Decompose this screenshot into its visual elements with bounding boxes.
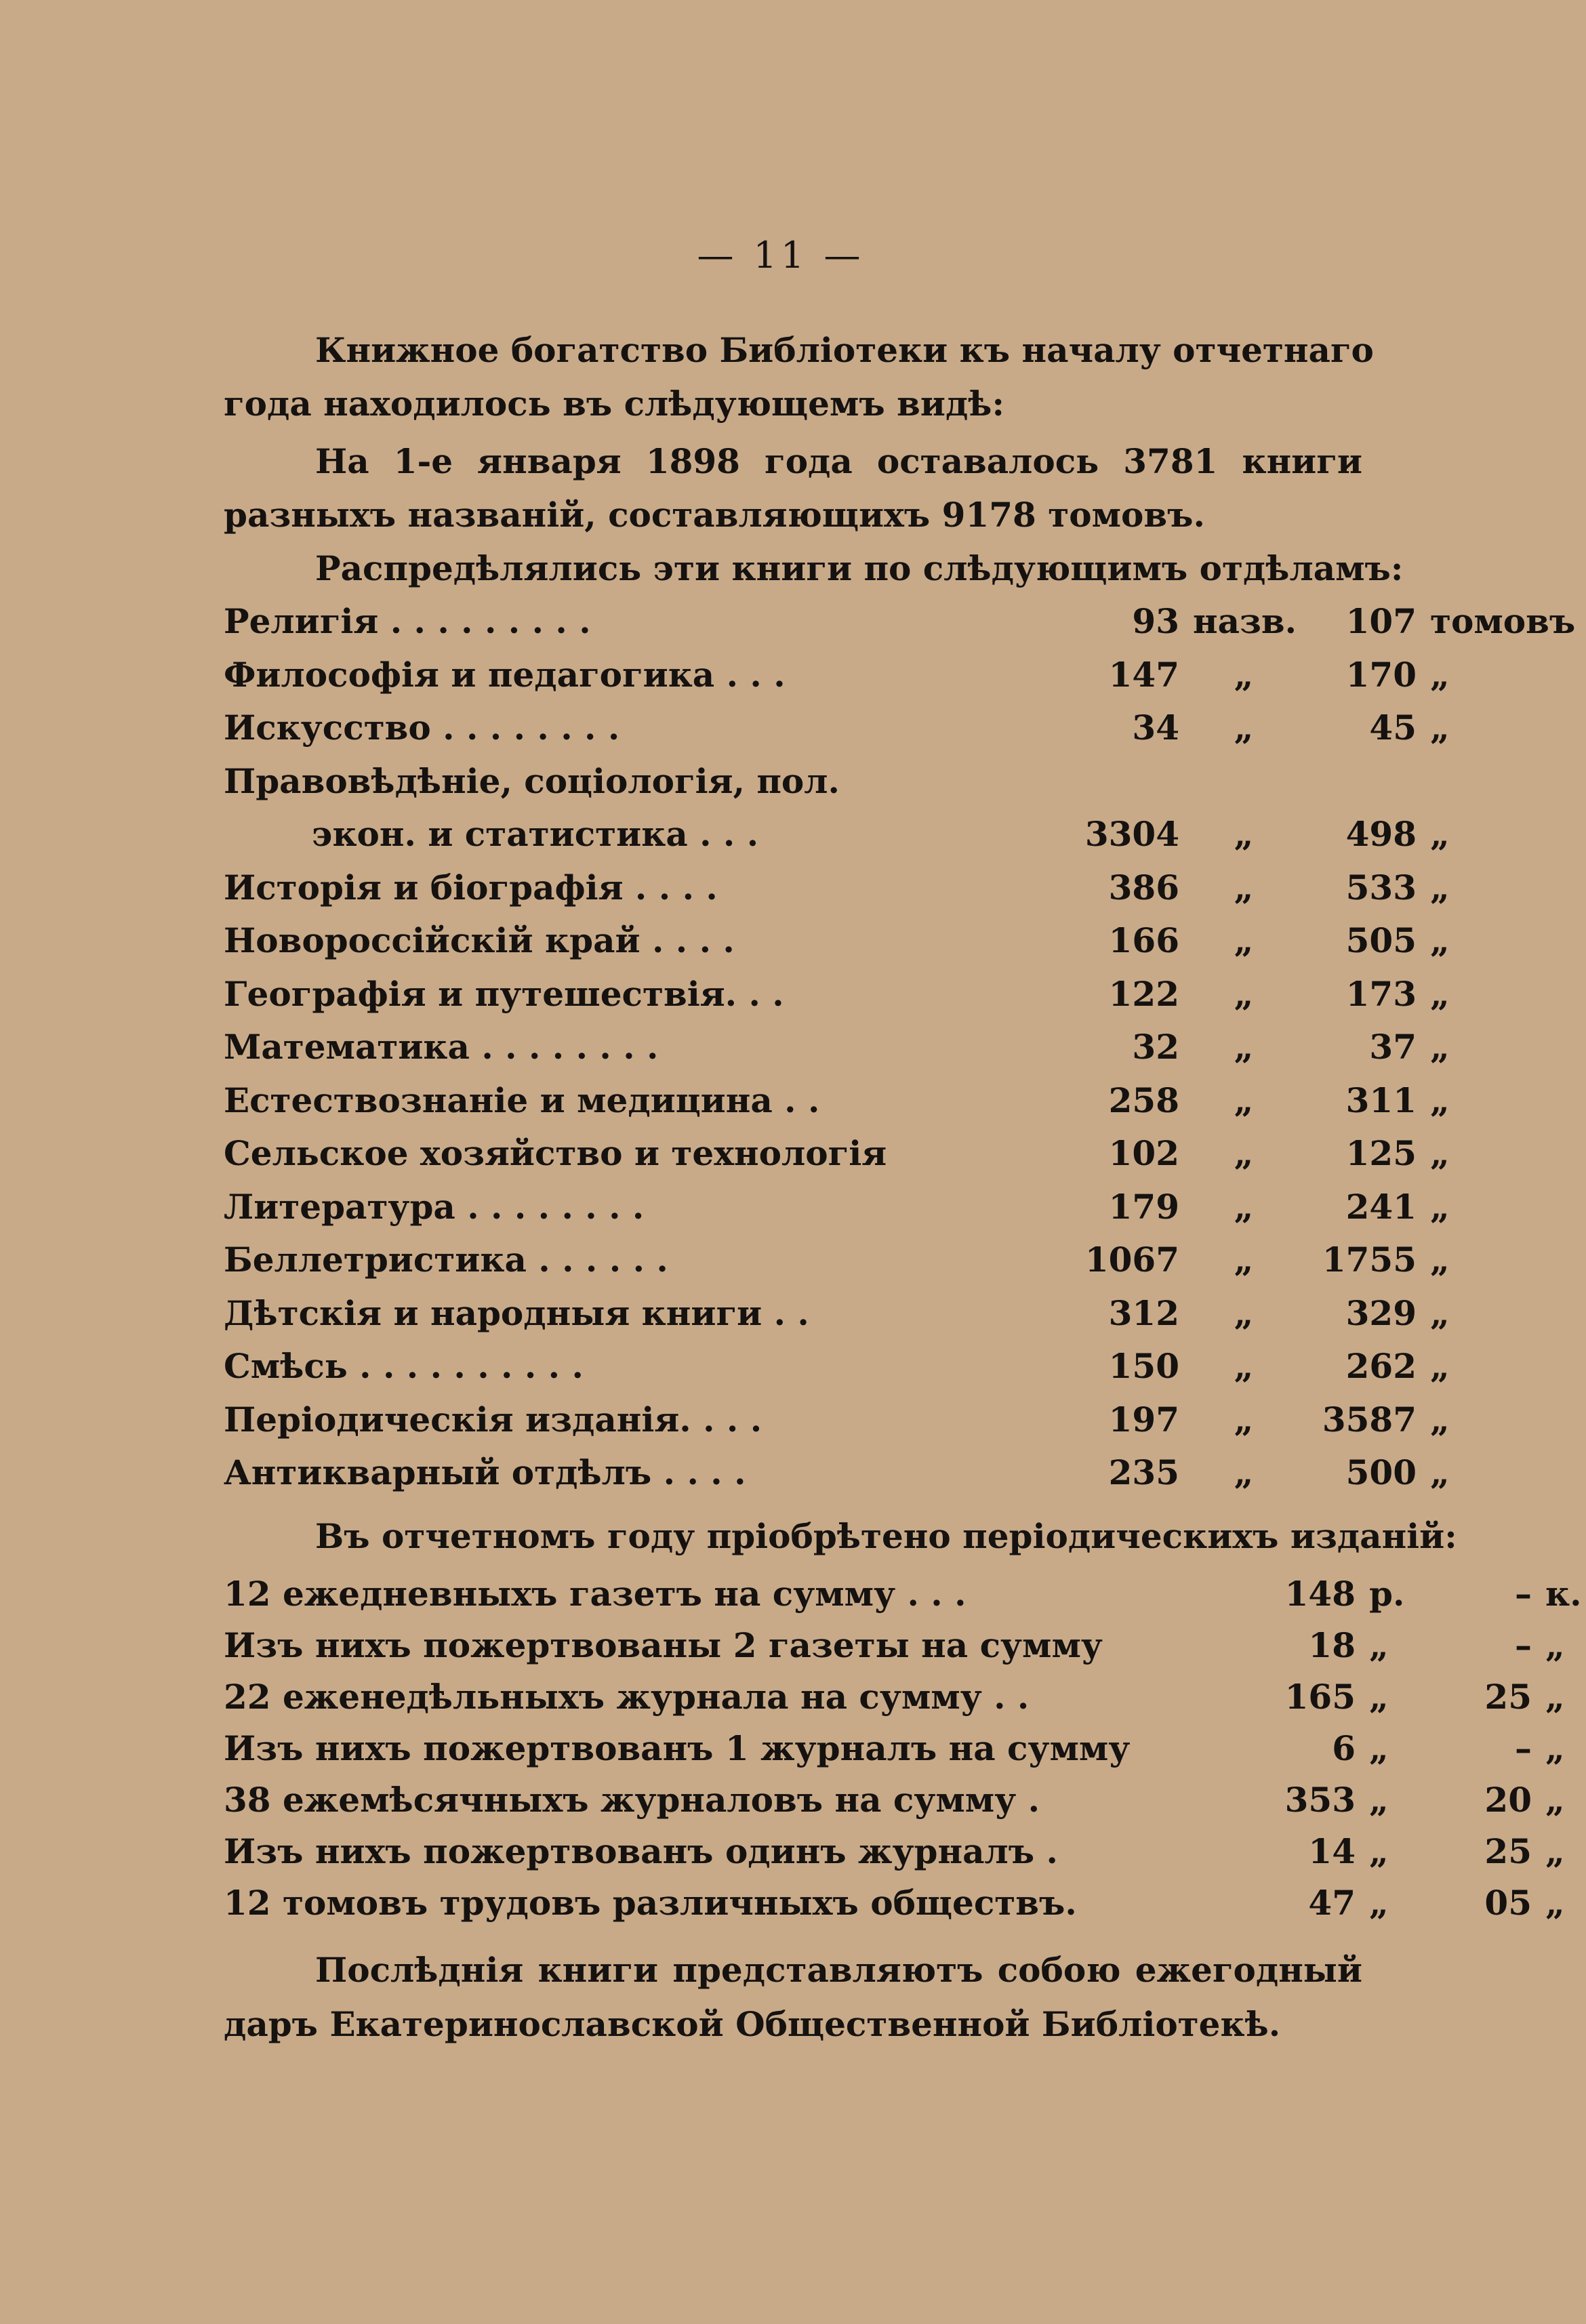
department-titles: 312 <box>1108 1292 1179 1333</box>
department-titles: 166 <box>1108 920 1179 960</box>
department-titles-unit: „ <box>1234 654 1254 695</box>
periodical-description: Изъ нихъ пожертвованъ одинъ журналъ . <box>224 1831 1058 1871</box>
periodical-rubles-unit: „ <box>1369 1625 1389 1665</box>
department-volumes-unit: „ <box>1430 1080 1450 1120</box>
department-volumes-unit: томовъ <box>1430 601 1576 641</box>
department-name: Періодическія изданія. . . . <box>224 1399 762 1440</box>
periodical-kopecks-unit: „ <box>1545 1677 1565 1717</box>
department-volumes-unit: „ <box>1430 1133 1450 1173</box>
department-titles-unit: „ <box>1234 1027 1254 1067</box>
department-row <box>224 969 1450 1019</box>
department-name: Религія . . . . . . . . . <box>224 601 591 641</box>
periodical-rubles-unit: р. <box>1369 1574 1405 1614</box>
department-name: Дѣтскія и народныя книги . . <box>224 1292 809 1333</box>
department-titles-unit: „ <box>1234 1399 1254 1440</box>
department-row <box>224 863 1450 913</box>
department-volumes-unit: „ <box>1430 1292 1450 1333</box>
intro-line-4: разныхъ названій, составляющихъ 9178 томовъ. <box>224 495 1205 535</box>
periodical-row <box>224 1878 1565 1928</box>
periodical-description: Изъ нихъ пожертвованы 2 газеты на сумму <box>224 1625 1103 1665</box>
department-volumes: 241 <box>1345 1186 1417 1227</box>
department-titles-unit: „ <box>1234 867 1254 908</box>
department-name: Литература . . . . . . . . <box>224 1186 645 1227</box>
periodical-rubles: 165 <box>1284 1677 1356 1717</box>
department-volumes: 533 <box>1345 867 1417 908</box>
department-titles: 258 <box>1108 1080 1179 1120</box>
intro-line-2: года находилось въ слѣдующемъ видѣ: <box>224 384 1004 424</box>
periodical-row <box>224 1620 1565 1671</box>
department-titles-unit: „ <box>1234 1080 1254 1120</box>
department-volumes-unit: „ <box>1430 654 1450 695</box>
department-titles: 34 <box>1132 708 1179 748</box>
periodical-kopecks: – <box>1515 1728 1532 1768</box>
department-name: Естествознаніе и медицина . . <box>224 1080 820 1120</box>
periodical-kopecks: – <box>1515 1625 1532 1665</box>
periodical-description: 12 томовъ трудовъ различныхъ обществъ. <box>224 1883 1077 1923</box>
department-volumes: 37 <box>1369 1027 1417 1067</box>
periodical-rubles: 47 <box>1308 1883 1356 1923</box>
department-volumes-unit: „ <box>1430 1452 1450 1492</box>
department-volumes: 505 <box>1345 920 1417 960</box>
department-row <box>224 1128 1450 1179</box>
department-titles-unit: „ <box>1234 1346 1254 1386</box>
department-volumes-unit: „ <box>1430 867 1450 908</box>
periodical-rubles-unit: „ <box>1369 1677 1389 1717</box>
department-name: Исторія и біографія . . . . <box>224 867 718 908</box>
periodical-description: 38 ежемѣсячныхъ журналовъ на сумму . <box>224 1780 1040 1820</box>
department-titles: 32 <box>1132 1027 1179 1067</box>
department-name: Антикварный отдѣлъ . . . . <box>224 1452 746 1492</box>
periodical-rubles: 148 <box>1284 1574 1356 1614</box>
department-volumes-unit: „ <box>1430 1346 1450 1386</box>
department-titles: 179 <box>1108 1186 1179 1227</box>
department-titles-unit: „ <box>1234 1133 1254 1173</box>
department-row <box>224 1288 1450 1339</box>
department-titles-unit: „ <box>1234 973 1254 1014</box>
periodical-row <box>224 1672 1565 1722</box>
department-titles-unit: „ <box>1234 920 1254 960</box>
department-titles: 122 <box>1108 973 1179 1014</box>
department-name: Правовѣдѣніе, соціологія, пол. <box>224 760 840 801</box>
periodical-kopecks-unit: к. <box>1545 1574 1582 1614</box>
department-volumes: 311 <box>1345 1080 1417 1120</box>
periodicals-heading: Въ отчетномъ году пріобрѣтено періодическихъ изданій: <box>315 1516 1457 1556</box>
department-titles: 235 <box>1108 1452 1179 1492</box>
department-titles: 386 <box>1108 867 1179 908</box>
department-titles-unit: „ <box>1234 814 1254 854</box>
periodical-description: Изъ нихъ пожертвованъ 1 журналъ на сумму <box>224 1728 1131 1768</box>
department-volumes: 498 <box>1345 814 1417 854</box>
department-name: Смѣсь . . . . . . . . . . <box>224 1346 584 1386</box>
department-titles: 93 <box>1132 601 1179 641</box>
department-titles: 3304 <box>1084 814 1179 854</box>
department-name: Новороссійскій край . . . . <box>224 920 735 960</box>
department-volumes-unit: „ <box>1430 920 1450 960</box>
page-number: — 11 — <box>697 234 865 277</box>
periodical-rubles-unit: „ <box>1369 1780 1389 1820</box>
periodical-kopecks: 05 <box>1484 1883 1532 1923</box>
periodical-kopecks: – <box>1515 1574 1532 1614</box>
department-row <box>224 1341 1450 1391</box>
department-row <box>224 916 1450 966</box>
department-volumes-unit: „ <box>1430 1027 1450 1067</box>
periodical-rubles: 14 <box>1308 1831 1356 1871</box>
department-volumes-unit: „ <box>1430 708 1450 748</box>
periodical-rubles-unit: „ <box>1369 1728 1389 1768</box>
department-volumes-unit: „ <box>1430 814 1450 854</box>
department-row <box>224 1076 1450 1126</box>
periodical-kopecks-unit: „ <box>1545 1831 1565 1871</box>
department-titles-unit: „ <box>1234 1452 1254 1492</box>
periodical-kopecks-unit: „ <box>1545 1625 1565 1665</box>
periodical-rubles-unit: „ <box>1369 1883 1389 1923</box>
department-row <box>224 703 1450 753</box>
department-titles: 102 <box>1108 1133 1179 1173</box>
periodical-rubles: 18 <box>1308 1625 1356 1665</box>
periodical-kopecks: 20 <box>1484 1780 1532 1820</box>
department-row <box>224 1182 1450 1232</box>
department-volumes: 125 <box>1345 1133 1417 1173</box>
periodical-rubles-unit: „ <box>1369 1831 1389 1871</box>
periodical-row <box>224 1569 1582 1619</box>
department-row <box>224 1235 1450 1285</box>
periodical-row <box>224 1827 1565 1877</box>
intro-line-3: На 1-е января 1898 года оставалось 3781 книги <box>315 441 1362 481</box>
periodical-kopecks-unit: „ <box>1545 1728 1565 1768</box>
department-volumes: 45 <box>1369 708 1417 748</box>
department-titles-unit: „ <box>1234 1292 1254 1333</box>
department-name: экон. и статистика . . . <box>312 814 759 854</box>
department-titles: 150 <box>1108 1346 1179 1386</box>
department-volumes: 3587 <box>1322 1399 1417 1440</box>
periodical-kopecks: 25 <box>1484 1831 1532 1871</box>
department-titles: 147 <box>1108 654 1179 695</box>
department-volumes-unit: „ <box>1430 973 1450 1014</box>
department-titles: 197 <box>1108 1399 1179 1440</box>
closing-line-2: даръ Екатеринославской Общественной Библіотекѣ. <box>224 2004 1281 2044</box>
department-row <box>224 596 1576 647</box>
periodical-row <box>224 1775 1565 1825</box>
department-titles-unit: „ <box>1234 1186 1254 1227</box>
department-volumes: 262 <box>1345 1346 1417 1386</box>
department-row <box>224 1448 1450 1498</box>
department-name: Сельское хозяйство и технологія <box>224 1133 887 1173</box>
periodical-row <box>224 1724 1565 1774</box>
department-row <box>224 650 1450 700</box>
periodical-rubles: 6 <box>1332 1728 1356 1768</box>
intro-line-5: Распредѣлялись эти книги по слѣдующимъ отдѣламъ: <box>315 548 1404 588</box>
department-name: Математика . . . . . . . . <box>224 1027 659 1067</box>
department-row <box>224 756 1376 807</box>
department-row <box>224 1022 1450 1072</box>
department-volumes: 173 <box>1345 973 1417 1014</box>
periodical-description: 12 ежедневныхъ газетъ на сумму . . . <box>224 1574 967 1614</box>
closing-line-1: Послѣднія книги представляютъ собою ежегодный <box>315 1950 1362 1990</box>
periodical-rubles: 353 <box>1284 1780 1356 1820</box>
department-row <box>224 809 1450 859</box>
department-volumes-unit: „ <box>1430 1240 1450 1280</box>
department-volumes: 107 <box>1345 601 1417 641</box>
department-name: Искусство . . . . . . . . <box>224 708 620 748</box>
department-volumes-unit: „ <box>1430 1399 1450 1440</box>
periodical-kopecks-unit: „ <box>1545 1883 1565 1923</box>
periodical-description: 22 еженедѣльныхъ журнала на сумму . . <box>224 1677 1030 1717</box>
department-name: Философія и педагогика . . . <box>224 654 786 695</box>
department-name: Географія и путешествія. . . <box>224 973 784 1014</box>
department-name: Беллетристика . . . . . . <box>224 1240 668 1280</box>
intro-line-1: Книжное богатство Библіотеки къ началу отчетнаго <box>315 330 1374 370</box>
department-titles-unit: „ <box>1234 708 1254 748</box>
periodical-kopecks-unit: „ <box>1545 1780 1565 1820</box>
department-titles-unit: „ <box>1234 1240 1254 1280</box>
department-titles: 1067 <box>1084 1240 1179 1280</box>
department-titles-unit: назв. <box>1193 601 1297 641</box>
department-volumes: 1755 <box>1322 1240 1417 1280</box>
department-volumes: 329 <box>1345 1292 1417 1333</box>
department-volumes-unit: „ <box>1430 1186 1450 1227</box>
department-volumes: 500 <box>1345 1452 1417 1492</box>
department-row <box>224 1395 1450 1445</box>
department-volumes: 170 <box>1345 654 1417 695</box>
periodical-kopecks: 25 <box>1484 1677 1532 1717</box>
